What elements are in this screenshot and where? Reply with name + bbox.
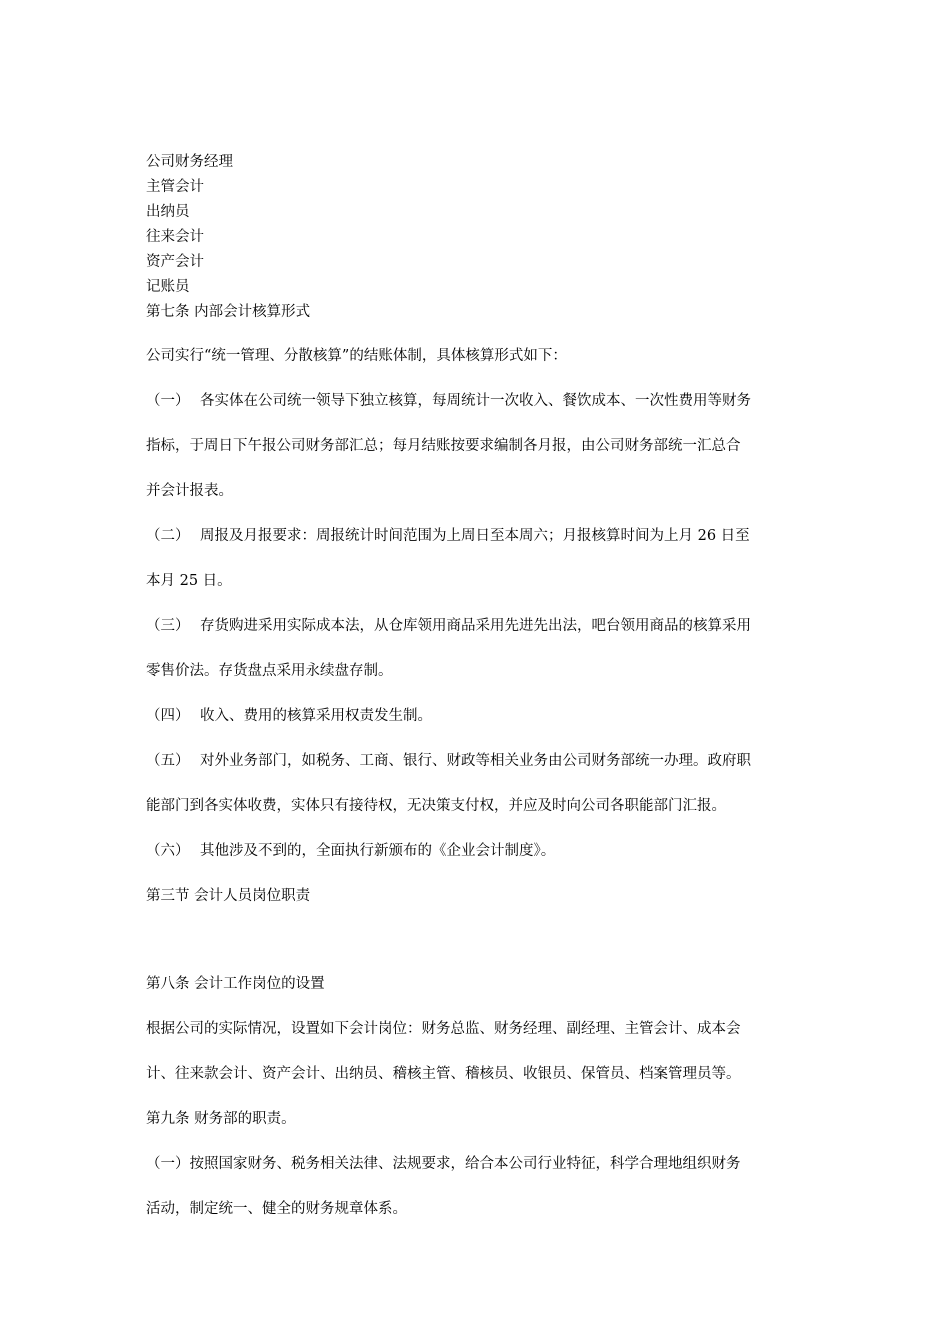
item-text: 收入、费用的核算采用权责发生制。 — [200, 708, 432, 724]
item-text: 对外业务部门，如税务、工商、银行、财政等相关业务由公司财务部统一办理。政府职 — [200, 753, 751, 769]
item-number: （五） — [146, 753, 190, 769]
item-number: （二） — [146, 528, 190, 544]
item-text: 其他涉及不到的，全面执行新颁布的《企业会计制度》。 — [200, 843, 556, 859]
item-number: （三） — [146, 618, 190, 634]
role-list-item: 往来会计 — [146, 229, 204, 245]
article-7-item-3-line-1 — [146, 616, 751, 636]
article-7-intro: 公司实行“统一管理、分散核算”的结账体制，具体核算形式如下： — [146, 348, 567, 364]
article-7-item-3-line-2: 零售价法。存货盘点采用永续盘存制。 — [146, 663, 393, 679]
article-9-line-2: 活动，制定统一、健全的财务规章体系。 — [146, 1201, 407, 1217]
article-7-item-1-line-2: 指标，于周日下午报公司财务部汇总；每月结账按要求编制各月报，由公司财务部统一汇总合 — [146, 438, 741, 454]
article-7-item-1-line-3: 并会计报表。 — [146, 483, 233, 499]
article-7-item-2-line-2: 本月 25 日。 — [146, 573, 232, 589]
item-number: （六） — [146, 843, 190, 859]
article-8-line-2: 计、往来款会计、资产会计、出纳员、稽核主管、稽核员、收银员、保管员、档案管理员等。 — [146, 1066, 741, 1082]
article-7-heading: 第七条 内部会计核算形式 — [146, 304, 311, 320]
item-number: （一） — [146, 393, 190, 409]
role-list-item: 资产会计 — [146, 254, 204, 270]
article-7-item-5-line-2: 能部门到各实体收费，实体只有接待权，无决策支付权，并应及时向公司各职能部门汇报。 — [146, 798, 726, 814]
article-8-heading: 第八条 会计工作岗位的设置 — [146, 976, 325, 992]
article-7-item-6-line-1 — [146, 841, 555, 861]
role-list-item: 出纳员 — [146, 204, 190, 220]
article-7-item-4-line-1 — [146, 706, 432, 726]
role-list-item: 主管会计 — [146, 179, 204, 195]
item-number: （四） — [146, 708, 190, 724]
article-9-line-1: （一）按照国家财务、税务相关法律、法规要求，给合本公司行业特征，科学合理地组织财务 — [146, 1156, 741, 1172]
role-list-item: 公司财务经理 — [146, 154, 233, 170]
article-7-item-5-line-1 — [146, 751, 751, 771]
section-3-heading: 第三节 会计人员岗位职责 — [146, 888, 311, 904]
item-text: 周报及月报要求：周报统计时间范围为上周日至本周六；月报核算时间为上月 26 日至 — [200, 528, 750, 544]
article-8-line-1: 根据公司的实际情况，设置如下会计岗位：财务总监、财务经理、副经理、主管会计、成本会 — [146, 1021, 741, 1037]
role-list-item: 记账员 — [146, 279, 190, 295]
article-7-item-1-line-1 — [146, 391, 751, 411]
item-text: 存货购进采用实际成本法，从仓库领用商品采用先进先出法，吧台领用商品的核算采用 — [200, 618, 751, 634]
article-9-heading: 第九条 财务部的职责。 — [146, 1111, 296, 1127]
article-7-item-2-line-1 — [146, 526, 750, 546]
item-text: 各实体在公司统一领导下独立核算，每周统计一次收入、餐饮成本、一次性费用等财务 — [200, 393, 751, 409]
